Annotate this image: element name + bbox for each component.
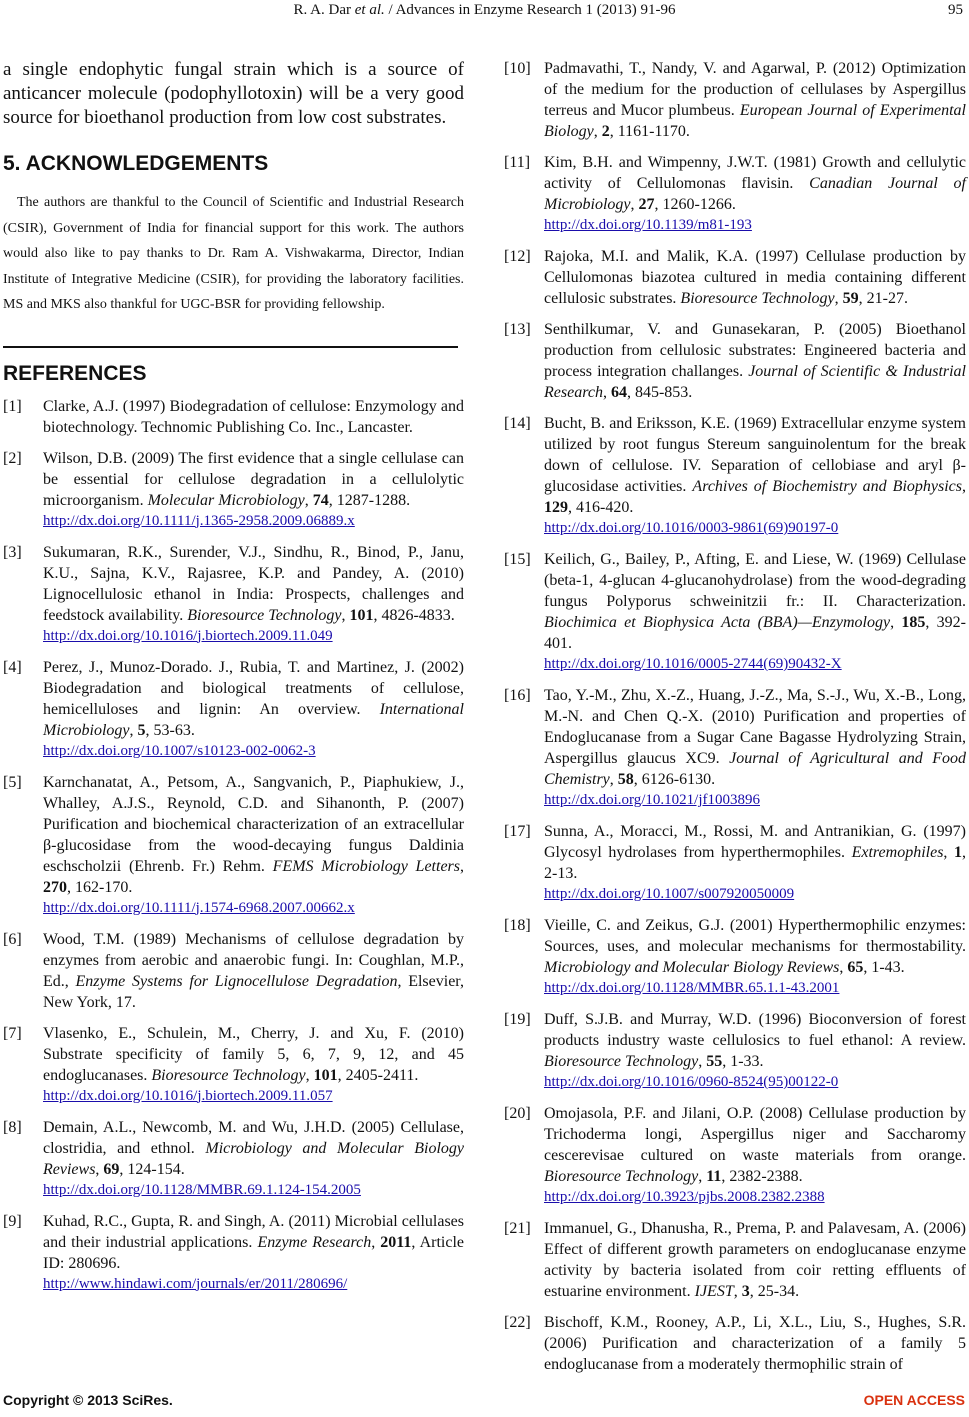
reference-text	[43, 772, 464, 919]
reference-item	[504, 1312, 966, 1375]
reference-pages: , 1-43.	[863, 959, 905, 976]
reference-journal: Bioresource Technology	[187, 606, 342, 624]
reference-pages: , 1161-1170.	[609, 123, 690, 140]
reference-pages: , Article ID: 280696.	[43, 1233, 465, 1272]
reference-number: [9]	[3, 1212, 22, 1230]
reference-citation: Sukumaran, R.K., Surender, V.J., Sindhu, R., Binod, P., Janu, K.U., Sajna, K.V., Rajasree, K.P. and Pandey, A. (2010) Lignocellulosic ethanol in India: Prospects, challenges and feedstock availability.	[43, 543, 464, 624]
reference-pages: , 392-401.	[544, 614, 967, 652]
reference-volume: 2011	[380, 1233, 412, 1251]
reference-item	[3, 1117, 464, 1201]
reference-citation: Vieille, C. and Zeikus, G.J. (2001) Hyperthermophilic enzymes: Sources, uses, and molecular mechanisms for thermostability.	[544, 917, 966, 955]
reference-journal: Enzyme Systems for Lignocellulose Degradation	[75, 972, 398, 990]
reference-volume: 64	[610, 384, 627, 401]
reference-citation: Duff, S.J.B. and Murray, W.D. (1996) Bioconversion of forest products industry waste cellulosics to fuel ethanol: A review.	[544, 1011, 966, 1049]
reference-text	[544, 685, 966, 811]
reference-citation: Vlasenko, E., Schulein, M., Cherry, J. and Xu, F. (2010) Substrate specificity of family 5, 6, 7, 9, 12, and 45 endoglucanases.	[43, 1024, 464, 1084]
reference-doi-link[interactable]: http://dx.doi.org/10.1111/j.1365-2958.2009.06889.x	[43, 512, 355, 529]
page-number: 95	[948, 2, 963, 18]
reference-volume: 185	[901, 614, 926, 631]
reference-item	[504, 685, 966, 811]
reference-number: [11]	[504, 154, 531, 171]
reference-journal: Microbiology and Molecular Biology Reviews	[43, 1139, 464, 1178]
reference-separator: ,	[341, 606, 350, 624]
reference-citation: Wood, T.M. (1989) Mechanisms of cellulose degradation by enzymes from aerobic and anaerobic fungi. In: Coughlan, M.P., Ed.,	[43, 930, 464, 990]
reference-separator: ,	[304, 491, 313, 509]
reference-item	[3, 1211, 464, 1295]
reference-volume: 270	[43, 878, 67, 896]
reference-volume: 2	[601, 123, 610, 140]
reference-separator: ,	[698, 1053, 707, 1070]
reference-volume: 27	[638, 196, 655, 213]
reference-number: [20]	[504, 1105, 531, 1122]
reference-separator: ,	[460, 857, 464, 875]
reference-citation: Demain, A.L., Newcomb, M. and Wu, J.H.D. (2005) Cellulase, clostridia, and ethnol.	[43, 1118, 464, 1157]
reference-citation: Wilson, D.B. (2009) The first evidence that a single cellulase can be essential for cellulose degradation in a cellulolytic microorganism.	[43, 449, 464, 509]
reference-item	[3, 772, 464, 919]
reference-doi-link[interactable]: http://dx.doi.org/10.1111/j.1574-6968.2007.00662.x	[43, 899, 355, 916]
reference-pages: , 25-34.	[749, 1283, 800, 1300]
section-divider	[3, 346, 458, 348]
acknowledgements-heading: 5. ACKNOWLEDGEMENTS	[3, 152, 269, 175]
reference-journal: IJEST	[694, 1283, 734, 1300]
reference-separator: ,	[609, 771, 618, 788]
reference-volume: 59	[842, 290, 859, 307]
reference-doi-link[interactable]: http://dx.doi.org/10.3923/pjbs.2008.2382.2388	[544, 1189, 825, 1205]
reference-volume: 74	[312, 491, 329, 509]
reference-volume: 3	[741, 1283, 750, 1300]
reference-item	[504, 549, 966, 675]
reference-volume: 1	[954, 844, 962, 861]
reference-item	[504, 319, 966, 403]
reference-text	[544, 1218, 966, 1302]
reference-separator: ,	[630, 196, 639, 213]
reference-citation: Senthilkumar, V. and Gunasekaran, P. (2005) Bioethanol production from cellulosic substrates: Engineered bacteria and process integration challanges.	[544, 321, 966, 380]
reference-number: [2]	[3, 449, 22, 467]
reference-journal: Microbiology and Molecular Biology Reviews	[544, 959, 840, 976]
references-heading: REFERENCES	[3, 361, 147, 385]
running-title	[0, 2, 969, 19]
reference-item	[3, 929, 464, 1013]
reference-citation: Kim, B.H. and Wimpenny, J.W.T. (1981) Growth and cellulytic activity of Cellulomonas flavisin.	[544, 154, 966, 192]
reference-doi-link[interactable]: http://dx.doi.org/10.1021/jf1003896	[544, 792, 760, 808]
reference-doi-link[interactable]: http://dx.doi.org/10.1007/s10123-002-0062-3	[43, 742, 316, 759]
reference-doi-link[interactable]: http://dx.doi.org/10.1016/j.biortech.2009.11.049	[43, 627, 333, 644]
reference-journal: Molecular Microbiology	[147, 491, 305, 509]
reference-journal: Canadian Journal of Microbiology	[544, 175, 966, 213]
references-list-right	[504, 58, 966, 1375]
reference-doi-link[interactable]: http://www.hindawi.com/journals/er/2011/280696/	[43, 1275, 348, 1292]
reference-item	[3, 542, 464, 647]
reference-number: [3]	[3, 543, 22, 561]
reference-pages: , 21-27.	[858, 290, 908, 307]
reference-text	[43, 396, 464, 438]
reference-doi-link[interactable]: http://dx.doi.org/10.1016/0005-2744(69)90432-X	[544, 656, 842, 672]
reference-text	[43, 929, 464, 1013]
reference-item	[504, 58, 966, 142]
reference-journal: Extremophiles	[851, 844, 944, 861]
reference-journal: Journal of Agricultural and Food Chemistry	[544, 750, 967, 788]
reference-number: [4]	[3, 658, 22, 676]
reference-pages: , 1287-1288.	[328, 491, 411, 509]
reference-volume: 101	[313, 1066, 338, 1084]
reference-pages: , 2382-2388.	[721, 1168, 803, 1185]
reference-volume: 5	[137, 721, 146, 739]
reference-number: [6]	[3, 930, 22, 948]
reference-pages: , 4826-4833.	[373, 606, 455, 624]
reference-journal: Bioresource Technology	[544, 1168, 699, 1185]
reference-pages: , 162-170.	[67, 878, 133, 896]
running-title-etal: et al.	[354, 2, 385, 18]
reference-item	[504, 1103, 966, 1208]
reference-item	[3, 448, 464, 532]
reference-number: [22]	[504, 1314, 531, 1331]
reference-separator: ,	[602, 384, 611, 401]
reference-text	[43, 657, 464, 762]
reference-number: [13]	[504, 321, 531, 338]
reference-separator: ,	[371, 1233, 381, 1251]
reference-pages: , 53-63.	[145, 721, 195, 739]
reference-text	[43, 542, 464, 647]
reference-journal: European Journal of Experimental Biology	[544, 102, 967, 140]
acknowledgements-paragraph: The authors are thankful to the Council of Scientific and Industrial Research (CSIR), Government of India for financial support for this work. The authors would also like to pay thanks to Dr. Ram A. Vishwakarma, Director, Indian Institute of Integrative Medicine (CSIR), for providing the laboratory facilities. MS and MKS also thankful for UGC-BSR for providing fellowship.	[3, 195, 464, 312]
reference-citation: Keilich, G., Bailey, P., Afting, E. and Liese, W. (1969) Cellulase (beta-1, 4-glucan 4-glucanohydrolase) from the wood-degrading fungus Polyporus schweinitzii fr.: II. Characterization.	[544, 551, 966, 610]
reference-journal: Biochimica et Biophysica Acta (BBA)—Enzymology	[544, 614, 891, 631]
reference-pages: , 124-154.	[119, 1160, 185, 1178]
reference-separator: , Elsevier, New York, 17.	[43, 972, 464, 1011]
reference-text	[544, 915, 966, 999]
reference-text	[43, 1117, 464, 1201]
reference-citation: Padmavathi, T., Nandy, V. and Agarwal, P. (2012) Optimization of the medium for the production of cellulases by Aspergillus terreus and Mucor plumbeus.	[544, 60, 966, 119]
references-list-left	[3, 396, 464, 1295]
reference-item	[3, 1023, 464, 1107]
reference-volume: 55	[706, 1053, 723, 1070]
reference-citation: Rajoka, M.I. and Malik, K.A. (1997) Cellulase production by Cellulomonas biazotea cultured in media containing different cellulosic substrates.	[544, 248, 966, 307]
reference-doi-link[interactable]: http://dx.doi.org/10.1007/s007920050009	[544, 886, 795, 902]
reference-citation: Immanuel, G., Dhanusha, R., Prema, P. and Palavesam, A. (2006) Effect of different growth parameters on endoglucanase enzyme activity by bacteria isolated from coir retting effluents of estuarine environment.	[544, 1220, 966, 1300]
reference-text	[544, 1312, 966, 1375]
reference-volume: 65	[847, 959, 864, 976]
reference-number: [15]	[504, 551, 531, 568]
reference-journal: Bioresource Technology	[151, 1066, 306, 1084]
reference-journal: FEMS Microbiology Letters	[272, 857, 460, 875]
running-header	[0, 0, 969, 24]
reference-number: [5]	[3, 773, 22, 791]
reference-text	[544, 413, 966, 539]
reference-text	[544, 246, 966, 309]
reference-separator: ,	[733, 1283, 742, 1300]
reference-item	[504, 821, 966, 905]
copyright-notice: Copyright © 2013 SciRes.	[3, 1392, 173, 1408]
reference-citation: Clarke, A.J. (1997) Biodegradation of cellulose: Enzymology and biotechnology. Technomic Publishing Co. Inc., Lancaster.	[43, 397, 464, 436]
reference-number: [21]	[504, 1220, 531, 1237]
reference-separator: ,	[593, 123, 602, 140]
reference-item	[504, 413, 966, 539]
reference-separator: ,	[890, 614, 902, 631]
reference-doi-link[interactable]: http://dx.doi.org/10.1016/0003-9861(69)90197-0	[544, 520, 839, 536]
reference-text	[544, 1103, 966, 1208]
reference-text	[544, 58, 966, 142]
reference-separator: ,	[698, 1168, 707, 1185]
reference-journal: Archives of Biochemistry and Biophysics	[692, 478, 963, 495]
reference-citation: Omojasola, P.F. and Jilani, O.P. (2008) Cellulase production by Trichoderma longi, Aspergillus niger and Saccharomy cescerevisae cultured on waste materials from orange.	[544, 1105, 966, 1164]
reference-doi-link[interactable]: http://dx.doi.org/10.1016/0960-8524(95)00122-0	[544, 1074, 839, 1090]
reference-number: [14]	[504, 415, 531, 432]
reference-doi-link[interactable]: http://dx.doi.org/10.1128/MMBR.69.1.124-154.2005	[43, 1181, 361, 1198]
reference-journal: Bioresource Technology	[544, 1053, 699, 1070]
reference-pages: , 416-420.	[568, 499, 634, 516]
running-title-authors: R. A. Dar	[293, 2, 355, 18]
reference-separator: ,	[95, 1160, 104, 1178]
reference-citation: Tao, Y.-M., Zhu, X.-Z., Huang, J.-Z., Ma, S.-J., Wu, X.-B., Long, M.-N. and Chen Q.-X. (2010) Purification and properties of Endoglucanase from a Sugar Cane Bagasse Hydrolyzing Strain, Aspergillus glaucus XC9.	[544, 687, 966, 767]
reference-text	[43, 1023, 464, 1107]
reference-number: [17]	[504, 823, 531, 840]
reference-journal: Bioresource Technology	[680, 290, 835, 307]
reference-item	[504, 152, 966, 236]
reference-text	[43, 1211, 464, 1295]
reference-pages: , 845-853.	[626, 384, 693, 401]
reference-number: [10]	[504, 60, 531, 77]
reference-volume: 69	[103, 1160, 120, 1178]
reference-journal: Journal of Scientific & Industrial Research	[544, 363, 967, 401]
reference-text	[43, 448, 464, 532]
reference-journal: Enzyme Research	[257, 1233, 372, 1251]
reference-doi-link[interactable]: http://dx.doi.org/10.1128/MMBR.65.1.1-43.2001	[544, 980, 840, 996]
reference-citation: Karnchanatat, A., Petsom, A., Sangvanich, P., Piaphukiew, J., Whalley, A.J.S., Reynold, C.D. and Sihanonth, P. (2007) Purification and biochemical characterization of an extracellular β-glucosidase from the wood-decaying fungus Daldinia eschscholzii (Ehrenb. Fr.) Rehm.	[43, 773, 464, 875]
reference-pages: , 6126-6130.	[633, 771, 716, 788]
reference-item	[504, 1218, 966, 1302]
reference-volume: 58	[617, 771, 634, 788]
running-title-journal: / Advances in Enzyme Research 1 (2013) 91-96	[384, 2, 676, 18]
reference-text	[544, 1009, 966, 1093]
reference-number: [18]	[504, 917, 531, 934]
reference-separator: ,	[962, 478, 967, 495]
reference-number: [1]	[3, 397, 22, 415]
reference-citation: Bucht, B. and Eriksson, K.E. (1969) Extracellular enzyme system utilized by root fungus Stereum sanguinolentum for the break down of cellulose. IV. Separation of cellobiase and aryl β-glucosidase activities.	[544, 415, 966, 495]
reference-text	[544, 821, 966, 905]
reference-volume: 101	[349, 606, 374, 624]
open-access-label: OPEN ACCESS	[863, 1392, 965, 1408]
reference-separator: ,	[834, 290, 843, 307]
intro-paragraph: a single endophytic fungal strain which is a source of anticancer molecule (podophyllotoxin) will be a very good source for bioethanol production from low cost substrates.	[3, 59, 464, 128]
reference-separator: ,	[305, 1066, 314, 1084]
reference-citation: Perez, J., Munoz-Dorado. J., Rubia, T. and Martinez, J. (2002) Biodegradation and biological treatments of cellulose, hemicelluloses and lignin: An overview.	[43, 658, 464, 718]
reference-separator: ,	[129, 721, 138, 739]
reference-item	[504, 915, 966, 999]
reference-item	[504, 1009, 966, 1093]
reference-volume: 129	[544, 499, 568, 516]
reference-pages: , 1-33.	[722, 1053, 764, 1070]
right-column	[504, 58, 966, 1385]
reference-pages: , 1260-1266.	[654, 196, 736, 213]
reference-number: [12]	[504, 248, 531, 265]
reference-volume: 11	[706, 1168, 722, 1185]
reference-citation: Bischoff, K.M., Rooney, A.P., Li, X.L., Liu, S., Hughes, S.R. (2006) Purification and characterization of a family 5 endoglucanase from a moderately thermophilic strain of	[544, 1314, 966, 1373]
left-column	[3, 58, 464, 1305]
reference-doi-link[interactable]: http://dx.doi.org/10.1139/m81-193	[544, 217, 752, 233]
reference-pages: , 2-13.	[544, 844, 966, 882]
reference-item	[3, 657, 464, 762]
reference-text	[544, 549, 966, 675]
reference-number: [19]	[504, 1011, 531, 1028]
reference-separator: ,	[943, 844, 954, 861]
reference-item	[3, 396, 464, 438]
reference-text	[544, 152, 966, 236]
reference-citation: Kuhad, R.C., Gupta, R. and Singh, A. (2011) Microbial cellulases and their industrial applications.	[43, 1212, 464, 1251]
reference-text	[544, 319, 966, 403]
reference-pages: , 2405-2411.	[337, 1066, 419, 1084]
reference-number: [16]	[504, 687, 531, 704]
reference-doi-link[interactable]: http://dx.doi.org/10.1016/j.biortech.2009.11.057	[43, 1087, 333, 1104]
reference-number: [8]	[3, 1118, 22, 1136]
reference-journal: International Microbiology	[43, 700, 464, 739]
reference-item	[504, 246, 966, 309]
reference-citation: Sunna, A., Moracci, M., Rossi, M. and Antranikian, G. (1997) Glycosyl hydrolases from hyperthermophiles.	[544, 823, 966, 861]
reference-number: [7]	[3, 1024, 22, 1042]
reference-separator: ,	[839, 959, 848, 976]
